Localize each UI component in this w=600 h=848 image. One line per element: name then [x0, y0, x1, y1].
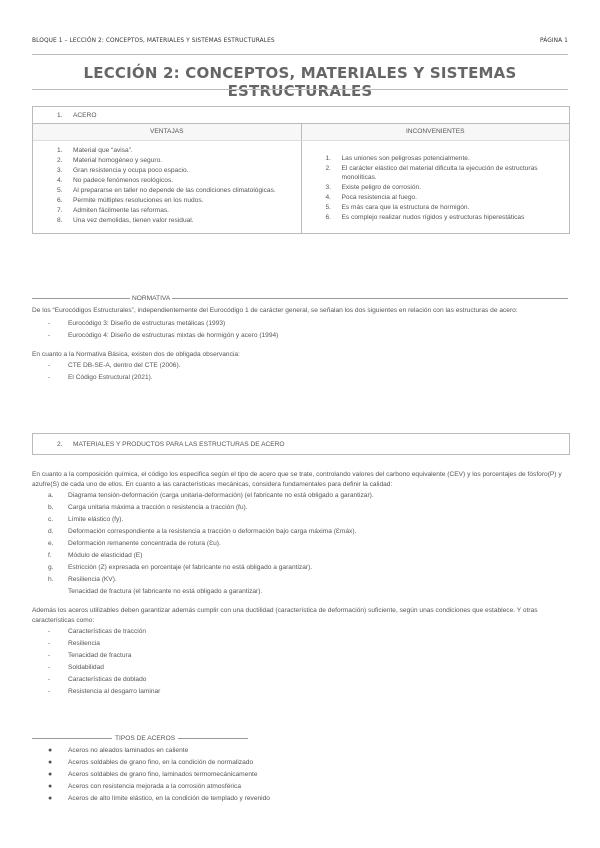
materiales-title: MATERIALES Y PRODUCTOS PARA LAS ESTRUCTURAS DE ACERO: [73, 440, 285, 448]
caracteristica-item: [32, 490, 568, 502]
ventaja-item: [43, 147, 293, 156]
normativa-basica-item: [32, 372, 568, 384]
inconveniente-item-number: 4.: [325, 193, 331, 201]
materiales-intro: En cuanto a la composición química, el código los especifica según el tipo de acero que se trate, controlando valores del carbono equivalente (CEV) y los porcentajes de fósforo(P) y azufre(S) de cada uno de ellos. En cuanto a las características mecánicas, considera fundamentales para definir la calidad:: [32, 471, 562, 488]
caracteristica-marker: [32, 586, 68, 598]
caracteristica-marker: g.: [48, 564, 54, 572]
inconveniente-item-number: 1.: [325, 155, 331, 162]
tipo-acero-text: Aceros soldables de grano fino, laminados termomecánicamente: [68, 771, 258, 778]
caracteristica-text: Resiliencia (KV).: [68, 576, 117, 584]
normativa-basica-text: El Código Estructural (2021).: [68, 374, 153, 382]
inconvenientes-cell: [302, 141, 570, 233]
normativa-basica: En cuanto a la Normativa Básica, existen dos de obligada observancia:: [32, 350, 240, 358]
inconveniente-item-number: 5.: [325, 203, 331, 211]
ventaja-item-number: 2.: [57, 156, 63, 164]
normativa-intro: De los “Eurocódigos Estructurales”, independientemente del Eurocódigo 1 de carácter general, se señalan los dos siguientes en relación con las estructuras de acero:: [32, 307, 518, 314]
eurocodigo-marker: -: [48, 331, 51, 339]
tipo-acero-marker: ●: [48, 795, 53, 802]
ventaja-item-number: 1.: [57, 147, 63, 154]
acero-title: ACERO: [73, 111, 97, 119]
acero-columns: [33, 124, 569, 141]
ventaja-item: [43, 187, 293, 196]
normativa-basica-item: [32, 360, 568, 372]
otra-caracteristica-text: Características de tracción: [68, 628, 147, 636]
normativa-rule-right: [172, 298, 568, 299]
ventaja-item: [43, 177, 293, 186]
tipos-rule-left: [32, 738, 112, 739]
inconveniente-item-text: Poca resistencia al fuego.: [341, 193, 418, 201]
inconveniente-item: [312, 155, 562, 164]
ventaja-item-text: Al prepararse en taller no depende de las condiciones climatológicas.: [73, 186, 276, 194]
tipo-acero-item: [32, 769, 568, 781]
otra-caracteristica-marker: -: [48, 676, 51, 684]
ventajas-list: [43, 147, 293, 225]
caracteristica-marker: a.: [48, 492, 54, 500]
tipos-divider: [32, 735, 568, 742]
materiales-number: 2.: [57, 440, 63, 448]
ventaja-item-text: Gran resistencia y ocupa poco espacio.: [73, 166, 189, 174]
materiales-section: [32, 470, 568, 698]
inconveniente-item-text: El carácter elástico del material dificulta la ejecución de estructuras monolíticas.: [341, 164, 538, 181]
eurocodigo-item: [32, 318, 568, 330]
otra-caracteristica-marker: -: [48, 652, 51, 660]
ventajas-cell: [33, 141, 302, 233]
header-page-number: PÁGINA 1: [540, 36, 568, 44]
inconveniente-item-text: Es complejo realizar nudos rígidos y estructuras hiperestáticas: [341, 213, 525, 221]
tipo-acero-item: [32, 757, 568, 769]
eurocodigo-text: Eurocódigo 4: Diseño de estructuras mixtas de hormigón y acero (1994): [68, 331, 279, 339]
tipo-acero-item: [32, 745, 568, 757]
otra-caracteristica-item: [32, 626, 568, 638]
inconveniente-item-text: Existe peligro de corrosión.: [341, 183, 422, 191]
otra-caracteristica-text: Resiliencia: [68, 640, 100, 648]
inconvenientes-header: INCONVENIENTES: [302, 124, 570, 140]
inconveniente-item-number: 6.: [325, 213, 331, 221]
tipo-acero-text: Aceros de alto límite elástico, en la condición de templado y revenido: [68, 795, 270, 802]
inconveniente-item-text: Las uniones son peligrosas potencialmente.: [341, 155, 470, 162]
caracteristica-item: [32, 586, 568, 598]
caracteristica-item: [32, 538, 568, 550]
otra-caracteristica-text: Características de doblado: [68, 676, 147, 684]
normativa-label: NORMATIVA: [132, 295, 171, 302]
otra-caracteristica-text: Tenacidad de fractura: [68, 652, 132, 660]
otra-caracteristica-item: [32, 650, 568, 662]
tipos-section: [32, 735, 568, 805]
ventaja-item: [43, 167, 293, 176]
caracteristicas-list: [32, 490, 568, 598]
inconveniente-item: [312, 194, 562, 203]
materiales-box: [32, 433, 570, 455]
caracteristica-text: Límite elástico (fy).: [68, 516, 124, 524]
normativa-basica-marker: -: [48, 374, 51, 382]
otra-caracteristica-marker: -: [48, 664, 51, 672]
otra-caracteristica-item: [32, 662, 568, 674]
normativa-divider: [32, 295, 568, 302]
otra-caracteristica-item: [32, 674, 568, 686]
inconveniente-item-text: Es más cara que la estructura de hormigón.: [341, 203, 470, 211]
inconveniente-item: [312, 184, 562, 193]
ventaja-item-number: 5.: [57, 186, 63, 194]
ventajas-header: VENTAJAS: [33, 124, 302, 140]
inconveniente-item: [312, 165, 562, 182]
ventaja-item-number: 4.: [57, 176, 63, 184]
tipo-acero-marker: ●: [48, 783, 53, 790]
ventaja-item: [43, 197, 293, 206]
ventaja-item-number: 6.: [57, 196, 63, 204]
tipo-acero-marker: ●: [48, 759, 53, 766]
tipo-acero-text: Aceros soldables de grano fino, en la condición de normalizado: [68, 759, 254, 766]
tipo-acero-item: [32, 793, 568, 805]
caracteristica-item: [32, 502, 568, 514]
eurocodigos-list: [32, 318, 568, 342]
ductilidad-text: Además los aceros utilizables deben garantizar además cumplir con una ductilidad (característica de deformación) suficiente, según unas condiciones que establece. Y otras características como:: [32, 607, 538, 624]
tipo-acero-item: [32, 781, 568, 793]
caracteristica-text: Diagrama tensión-deformación (carga unitaria-deformación) (el fabricante no está obligado a garantizar).: [68, 492, 374, 500]
title-rule-top: [32, 54, 568, 55]
caracteristica-text: Deformación correspondiente a la resistencia a tracción o deformación bajo carga máxima (Ɛmáx).: [68, 528, 357, 536]
title-rule-bottom: [32, 89, 568, 90]
ventaja-item-text: Una vez demolidas, tienen valor residual.: [73, 216, 194, 224]
tipos-label: TIPOS DE ACEROS: [115, 735, 176, 742]
normativa-basica-text: CTE DB-SE-A, dentro del CTE (2006).: [68, 362, 181, 370]
caracteristica-marker: h.: [48, 576, 54, 584]
caracteristica-text: Deformación remanente concentrada de rotura (Ɛu).: [68, 540, 221, 548]
otra-caracteristica-marker: -: [48, 688, 51, 696]
normativa-basica-list: [32, 360, 568, 384]
eurocodigo-text: Eurocódigo 3: Diseño de estructuras metálicas (1993): [68, 319, 226, 327]
caracteristica-marker: d.: [48, 528, 54, 536]
tipo-acero-marker: ●: [48, 771, 53, 778]
otras-caracteristicas-list: [32, 626, 568, 698]
materiales-heading: [33, 434, 569, 454]
caracteristica-marker: e.: [48, 540, 54, 548]
ventaja-item-number: 7.: [57, 206, 63, 214]
tipo-acero-text: Aceros no aleados laminados en caliente: [68, 747, 189, 754]
caracteristica-text: Estricción (Z) expresada en porcentaje (el fabricante no está obligado a garantizar).: [68, 564, 313, 572]
normativa-section: [32, 295, 568, 384]
ventaja-item: [43, 207, 293, 216]
otra-caracteristica-text: Soldabilidad: [68, 664, 104, 672]
tipo-acero-marker: ●: [48, 747, 53, 754]
header-lesson: BLOQUE 1 – LECCIÓN 2: CONCEPTOS, MATERIALES Y SISTEMAS ESTRUCTURALES: [32, 36, 275, 44]
tipos-rule-right: [178, 738, 248, 739]
ventaja-item-text: Admiten fácilmente las reformas.: [73, 206, 170, 214]
otra-caracteristica-item: [32, 686, 568, 698]
ventaja-item-text: Material homogéneo y seguro.: [73, 156, 163, 164]
acero-table: [32, 106, 570, 234]
ventaja-item: [43, 217, 293, 226]
inconveniente-item: [312, 204, 562, 213]
caracteristica-item: [32, 550, 568, 562]
caracteristica-item: [32, 526, 568, 538]
normativa-basica-marker: -: [48, 362, 51, 370]
eurocodigo-marker: -: [48, 319, 51, 327]
ventaja-item-number: 3.: [57, 166, 63, 174]
page-title: LECCIÓN 2: CONCEPTOS, MATERIALES Y SISTEMAS ESTRUCTURALES: [83, 64, 517, 100]
caracteristica-text: Módulo de elasticidad (E): [68, 552, 143, 560]
caracteristica-item: [32, 514, 568, 526]
otra-caracteristica-marker: -: [48, 640, 51, 648]
caracteristica-item: [32, 574, 568, 586]
caracteristica-marker: f.: [48, 552, 52, 560]
inconveniente-item-number: 2.: [325, 164, 331, 172]
page-header: [32, 36, 568, 44]
otra-caracteristica-marker: -: [48, 628, 51, 636]
ventaja-item-text: Material que “avisa”.: [73, 147, 133, 154]
acero-heading: [33, 107, 569, 124]
tipo-acero-text: Aceros con resistencia mejorada a la corrosión atmosférica: [68, 783, 241, 790]
otra-caracteristica-item: [32, 638, 568, 650]
acero-number: 1.: [57, 111, 63, 119]
ventaja-item-number: 8.: [57, 216, 63, 224]
caracteristica-text: Tenacidad de fractura (el fabricante no está obligado a garantizar).: [68, 588, 263, 596]
tipos-list: [32, 745, 568, 805]
inconveniente-item: [312, 214, 562, 223]
normativa-rule-left: [32, 298, 130, 299]
ventaja-item-text: Permite múltiples resoluciones en los nudos.: [73, 196, 204, 204]
caracteristica-text: Carga unitaria máxima a tracción o resistencia a tracción (fu).: [68, 504, 248, 512]
caracteristica-marker: b.: [48, 504, 54, 512]
otra-caracteristica-text: Resistencia al desgarro laminar: [68, 688, 161, 696]
inconvenientes-list: [312, 155, 562, 222]
eurocodigo-item: [32, 330, 568, 342]
inconveniente-item-number: 3.: [325, 183, 331, 191]
caracteristica-marker: c.: [48, 516, 54, 524]
ventaja-item: [43, 157, 293, 166]
caracteristica-item: [32, 562, 568, 574]
ventaja-item-text: No padece fenómenos reológicos.: [73, 176, 174, 184]
